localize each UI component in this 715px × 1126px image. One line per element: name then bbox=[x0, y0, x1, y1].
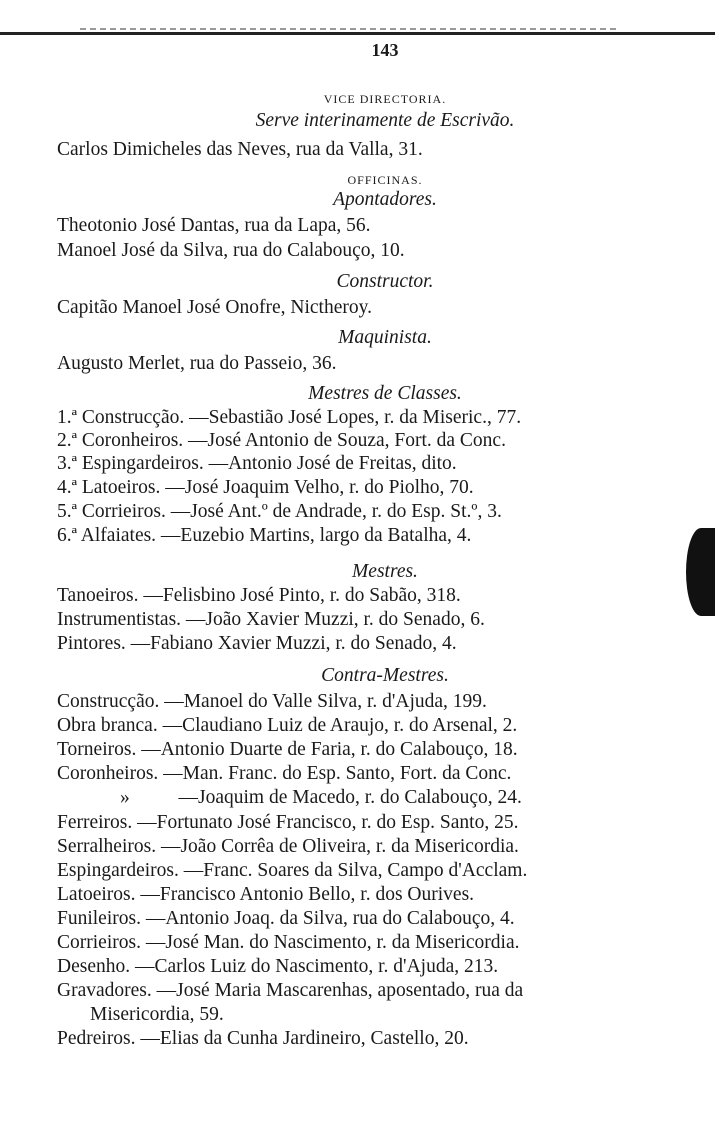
subheading: Mestres de Classes. bbox=[308, 383, 462, 404]
entry: Coronheiros. —Man. Franc. do Esp. Santo, Fort. da Conc. bbox=[57, 763, 512, 784]
subheading: Apontadores. bbox=[333, 189, 437, 210]
subheading: Mestres. bbox=[352, 561, 418, 582]
entry: Capitão Manoel José Onofre, Nictheroy. bbox=[57, 297, 372, 318]
entry: Serralheiros. —João Corrêa de Oliveira, r. da Misericordia. bbox=[57, 836, 519, 857]
entry: 6.ª Alfaiates. —Euzebio Martins, largo da Batalha, 4. bbox=[57, 525, 472, 546]
entry: Pedreiros. —Elias da Cunha Jardineiro, Castello, 20. bbox=[57, 1028, 469, 1049]
entry: Tanoeiros. —Felisbino José Pinto, r. do Sabão, 318. bbox=[57, 585, 461, 606]
entry: Augusto Merlet, rua do Passeio, 36. bbox=[57, 353, 337, 374]
entry: Carlos Dimicheles das Neves, rua da Valla, 31. bbox=[57, 139, 423, 160]
entry: » —Joaquim de Macedo, r. do Calabouço, 24. bbox=[120, 787, 522, 808]
section-heading: OFFICINAS. bbox=[347, 173, 423, 187]
page-number: 143 bbox=[371, 40, 399, 60]
entry: Latoeiros. —Francisco Antonio Bello, r. dos Ourives. bbox=[57, 884, 475, 905]
entry: Manoel José da Silva, rua do Calabouço, 10. bbox=[57, 240, 405, 261]
scan-noise bbox=[80, 28, 620, 30]
entry: Gravadores. —José Maria Mascarenhas, aposentado, rua da bbox=[57, 980, 524, 1001]
entry: Ferreiros. —Fortunato José Francisco, r. do Esp. Santo, 25. bbox=[57, 812, 519, 833]
subheading: Maquinista. bbox=[338, 327, 432, 348]
entry: 1.ª Construcção. —Sebastião José Lopes, r. da Miseric., 77. bbox=[57, 407, 522, 428]
header-rule bbox=[0, 32, 715, 35]
entry: Espingardeiros. —Franc. Soares da Silva, Campo d'Acclam. bbox=[57, 860, 528, 881]
entry: 2.ª Coronheiros. —José Antonio de Souza, Fort. da Conc. bbox=[57, 430, 506, 451]
entry: Construcção. —Manoel do Valle Silva, r. d'Ajuda, 199. bbox=[57, 691, 487, 712]
entry: Theotonio José Dantas, rua da Lapa, 56. bbox=[57, 215, 371, 236]
entry: Instrumentistas. —João Xavier Muzzi, r. do Senado, 6. bbox=[57, 609, 485, 630]
entry: 5.ª Corrieiros. —José Ant.º de Andrade, r. do Esp. St.º, 3. bbox=[57, 501, 502, 522]
entry: 3.ª Espingardeiros. —Antonio José de Freitas, dito. bbox=[57, 453, 457, 474]
subheading: Contra-Mestres. bbox=[321, 665, 449, 686]
subheading: Serve interinamente de Escrivão. bbox=[255, 110, 515, 131]
entry: 4.ª Latoeiros. —José Joaquim Velho, r. do Piolho, 70. bbox=[57, 477, 474, 498]
section-heading: VICE DIRECTORIA. bbox=[323, 92, 447, 106]
entry: Corrieiros. —José Man. do Nascimento, r. da Misericordia. bbox=[57, 932, 520, 953]
entry: Pintores. —Fabiano Xavier Muzzi, r. do Senado, 4. bbox=[57, 633, 457, 654]
entry: Desenho. —Carlos Luiz do Nascimento, r. d'Ajuda, 213. bbox=[57, 956, 499, 977]
subheading: Constructor. bbox=[336, 271, 434, 292]
entry: Torneiros. —Antonio Duarte de Faria, r. do Calabouço, 18. bbox=[57, 739, 518, 760]
entry-continuation: Misericordia, 59. bbox=[90, 1004, 224, 1025]
entry: Funileiros. —Antonio Joaq. da Silva, rua do Calabouço, 4. bbox=[57, 908, 515, 929]
entry: Obra branca. —Claudiano Luiz de Araujo, r. do Arsenal, 2. bbox=[57, 715, 518, 736]
